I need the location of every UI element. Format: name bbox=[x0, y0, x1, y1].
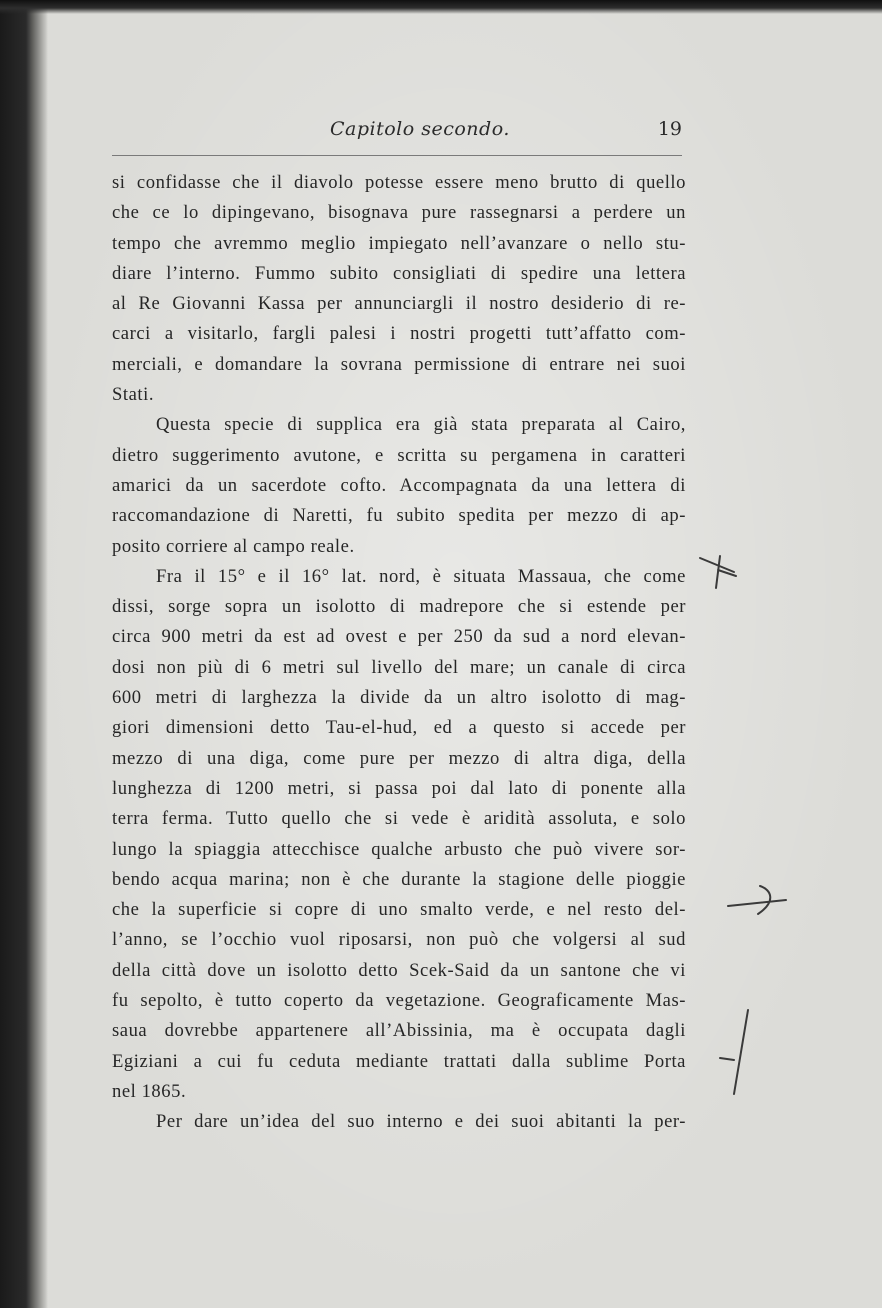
text-line: 600 metri di larghezza la divide da un altro isolotto di mag- bbox=[112, 687, 686, 709]
text-line: lunghezza di 1200 metri, si passa poi dal lato di ponente alla bbox=[112, 777, 686, 799]
text-line: dietro suggerimento avutone, e scritta su pergamena in caratteri bbox=[112, 444, 686, 466]
text-line: che la superficie si copre di uno smalto verde, e nel resto del- bbox=[112, 899, 686, 921]
book-spine-shadow bbox=[0, 0, 48, 1308]
text-line: Stati. bbox=[112, 384, 155, 406]
paragraph bbox=[112, 410, 686, 561]
text-line: nel 1865. bbox=[112, 1080, 187, 1102]
page-top-edge bbox=[0, 0, 882, 14]
text-line: Per dare un’idea del suo interno e dei suoi abitanti la per- bbox=[156, 1111, 686, 1133]
text-line: si confidasse che il diavolo potesse essere meno brutto di quello bbox=[112, 172, 686, 193]
chapter-running-title: Capitolo secondo. bbox=[330, 118, 510, 140]
text-line: diare l’interno. Fummo subito consigliati di spedire una lettera bbox=[112, 262, 686, 284]
paragraph bbox=[112, 562, 686, 1107]
text-line: l’anno, se l’occhio vuol riposarsi, non può che volgersi al sud bbox=[112, 929, 686, 951]
text-line: fu sepolto, è tutto coperto da vegetazione. Geograficamente Mas- bbox=[112, 990, 686, 1012]
text-line: circa 900 metri da est ad ovest e per 250 da sud a nord elevan- bbox=[112, 626, 686, 648]
text-line: raccomandazione di Naretti, fu subito spedita per mezzo di ap- bbox=[112, 505, 686, 527]
text-line: bendo acqua marina; non è che durante la stagione delle pioggie bbox=[112, 868, 686, 890]
text-line: tempo che avremmo meglio impiegato nell’avanzare o nello stu- bbox=[112, 232, 686, 254]
text-line: dissi, sorge sopra un isolotto di madrepore che si estende per bbox=[112, 596, 686, 618]
text-line: lungo la spiaggia attecchisce qualche arbusto che può vivere sor- bbox=[112, 838, 686, 860]
text-line: posito corriere al campo reale. bbox=[112, 535, 355, 557]
text-line: Fra il 15° e il 16° lat. nord, è situata Massaua, che come bbox=[156, 565, 686, 587]
text-line: saua dovrebbe appartenere all’Abissinia, ma è occupata dagli bbox=[112, 1020, 686, 1042]
text-line: carci a visitarlo, fargli palesi i nostri progetti tutt’affatto com- bbox=[112, 323, 686, 345]
body-text bbox=[112, 168, 686, 1138]
text-line: della città dove un isolotto detto Scek-Said da un santone che vi bbox=[112, 959, 686, 981]
text-line: terra ferma. Tutto quello che si vede è aridità assoluta, e solo bbox=[112, 808, 686, 830]
paragraph bbox=[112, 1107, 686, 1137]
text-line: che ce lo dipingevano, bisognava pure rassegnarsi a perdere un bbox=[112, 202, 686, 224]
text-line: mezzo di una diga, come pure per mezzo di altra diga, della bbox=[112, 747, 686, 769]
text-line: amarici da un sacerdote cofto. Accompagnata da una lettera di bbox=[112, 474, 686, 496]
text-line: merciali, e domandare la sovrana permissione di entrare nei suoi bbox=[112, 353, 686, 375]
running-head bbox=[110, 112, 684, 146]
text-line: Egiziani a cui fu ceduta mediante trattati dalla sublime Porta bbox=[112, 1050, 686, 1072]
text-line: al Re Giovanni Kassa per annunciargli il nostro desiderio di re- bbox=[112, 293, 686, 315]
text-line: Questa specie di supplica era già stata preparata al Cairo, bbox=[156, 414, 686, 436]
text-line: dosi non più di 6 metri sul livello del mare; un canale di circa bbox=[112, 656, 686, 678]
page-number: 19 bbox=[657, 118, 682, 140]
header-rule bbox=[112, 155, 682, 156]
text-line: giori dimensioni detto Tau-el-hud, ed a questo si accede per bbox=[112, 717, 686, 739]
paragraph bbox=[112, 168, 686, 410]
